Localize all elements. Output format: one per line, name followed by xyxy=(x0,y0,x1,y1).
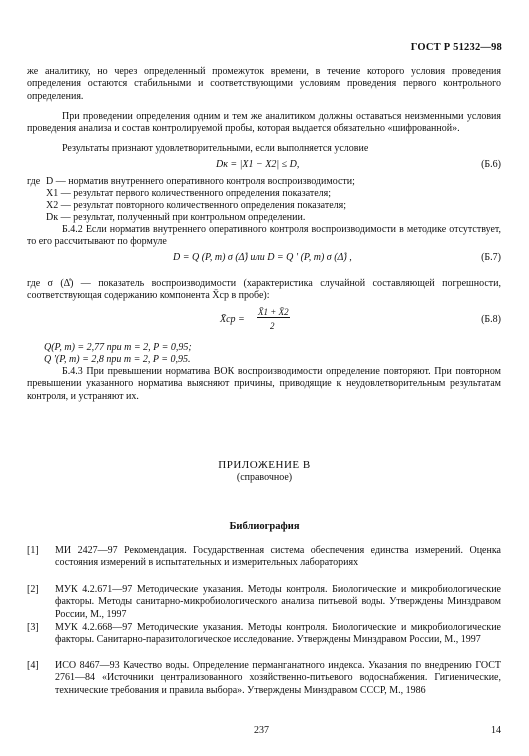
bibliography-item xyxy=(27,545,501,570)
where-lead: где xyxy=(27,176,41,187)
paragraph-results-condition: Результаты признают удовлетворительными, если выполняется условие xyxy=(62,143,369,154)
paragraph-same-analyst: При проведении определения одним и тем же аналитиком должны оставаться неизменными условия проведения анализа и состав контролируемой пробы, которая выдается обязательно «шифрованной». xyxy=(27,111,501,135)
paragraph-continuation: же аналитику, но через определенный промежуток времени, в течение которого условия проведения определения остаются стабильными и соответствующими условиям проведения первого контрольного определения. xyxy=(27,66,501,102)
equation-b6-label: (Б.6) xyxy=(481,159,501,170)
bibliography-number: [3] xyxy=(27,622,39,633)
bibliography-item xyxy=(27,660,501,697)
appendix-subtitle: (справочное) xyxy=(236,472,293,483)
coefficient-q: Q(P, m) = 2,77 при m = 2, P = 0,95; xyxy=(44,342,192,353)
page-number-center: 237 xyxy=(254,725,269,736)
page-number-right: 14 xyxy=(491,725,501,736)
definition-x1: X1 — результат первого количественного определения показателя; xyxy=(46,188,332,199)
bibliography-text: МУК 4.2.668—97 Методические указания. Методы контроля. Биологические и микробиологические факторы. Санитарно-паразитологическое исследование. Утверждены Минздравом России, М., 1997 xyxy=(55,622,501,646)
bibliography-number: [2] xyxy=(27,584,39,595)
section-b43: Б.4.3 При превышении норматива ВОК воспроизводимости определение повторяют. При повторном превышении указанного норматива выясняют причины, приводящие к неудовлетворительным результатам контроля, и устраняют их. xyxy=(27,366,501,402)
coefficient-q-prime: Q ′(P, m) = 2,8 при m = 2, P = 0,95. xyxy=(44,354,191,365)
bibliography-item xyxy=(27,622,501,647)
bibliography-number: [1] xyxy=(27,545,39,556)
equation-b6-formula: Dк = |X1 − X2| ≤ D, xyxy=(216,159,300,170)
bibliography-text: МУК 4.2.671—97 Методические указания. Методы контроля. Биологические и микробиологические факторы. Методы санитарно-микробиологического анализа питьевой воды. Утверждены Минздравом России, М., 1997 xyxy=(55,584,501,620)
section-b42: Б.4.2 Если норматив внутреннего оперативного контроля воспроизводимости в методике отсутствует, то его рассчитывают по формуле xyxy=(27,224,501,248)
equation-b7-label: (Б.7) xyxy=(481,252,501,263)
appendix-title: ПРИЛОЖЕНИЕ В xyxy=(218,459,311,471)
equation-b8 xyxy=(0,307,529,337)
equation-b8-lhs: X̄ср = xyxy=(220,314,245,325)
bibliography-text: МИ 2427—97 Рекомендация. Государственная система обеспечения единства измерений. Оценка состояния измерений в испытательных и измерительных лабораториях xyxy=(55,545,501,569)
definition-dk: Dк — результат, полученный при контрольном определении. xyxy=(46,212,306,223)
equation-b7-formula: D = Q (P, m) σ (Δ̊) или D = Q ′ (P, m) σ (Δ̊) , xyxy=(173,252,352,263)
definition-x2: X2 — результат повторного количественного определения показателя; xyxy=(46,200,347,211)
bibliography-title: Библиография xyxy=(229,521,300,532)
equation-b8-label: (Б.8) xyxy=(481,314,501,325)
bibliography-number: [4] xyxy=(27,660,39,671)
equation-b7 xyxy=(0,252,529,266)
bibliography-text: ИСО 8467—93 Качество воды. Определение перманганатного индекса. Указания по внедрению ГОСТ 2761—84 «Источники централизованного хозяйственно-питьевого водоснабжения. Гигиенические, технические требования и правила выбора». Утверждены Минздравом СССР, М., 1986 xyxy=(55,660,501,696)
standard-header: ГОСТ Р 51232—98 xyxy=(410,42,502,53)
sigma-definition: где σ (Δ̊) — показатель воспроизводимости (характеристика случайной составляющей погрешности, соответствующая содержанию компонента X̄ср в пробе): xyxy=(27,278,501,302)
definition-d: D — норматив внутреннего оперативного контроля воспроизводимости; xyxy=(46,176,355,187)
equation-b6 xyxy=(0,159,529,173)
equation-b8-denominator: 2 xyxy=(270,321,275,331)
equation-b8-numerator: X̄1 + X̄2 xyxy=(258,307,289,317)
bibliography-item xyxy=(27,584,501,621)
